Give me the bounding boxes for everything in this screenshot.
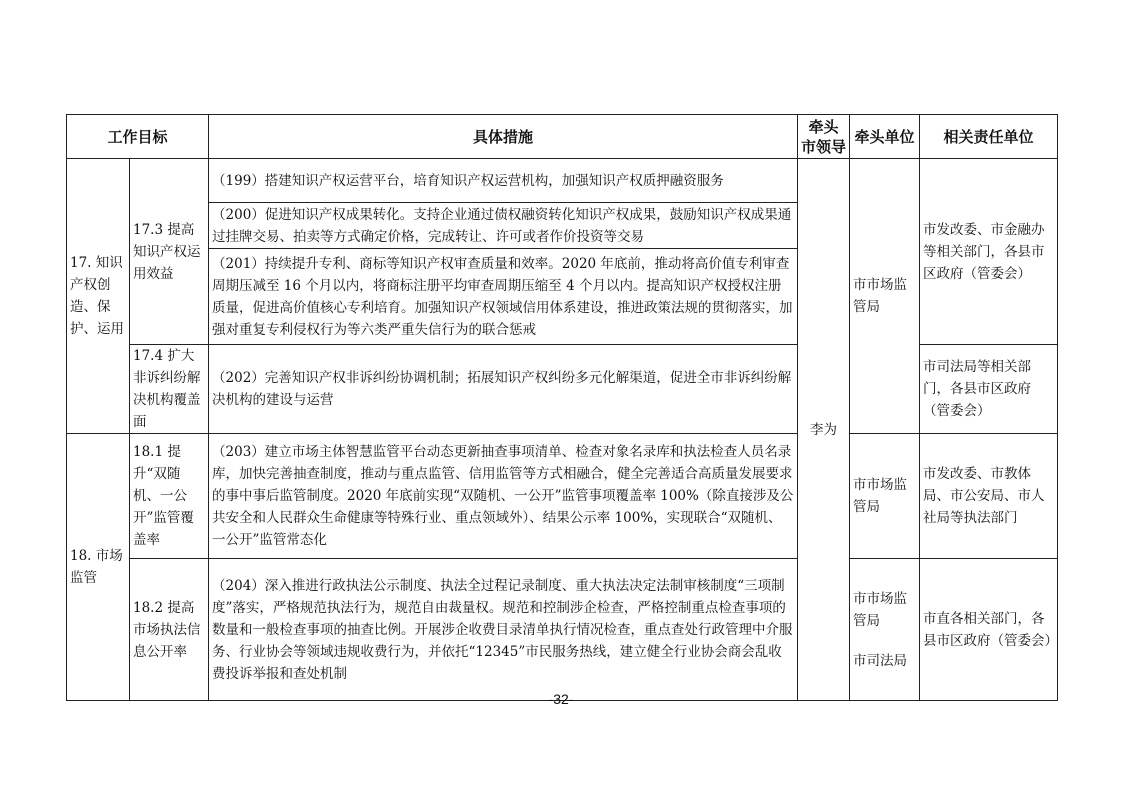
work-plan-table <box>66 114 1058 701</box>
table-row <box>67 434 1058 559</box>
table-row <box>67 159 1058 203</box>
header-related-units: 相关责任单位 <box>920 115 1058 159</box>
header-row <box>67 115 1058 159</box>
goal-label: 17. 知识产权创造、保护、运用 <box>67 159 130 434</box>
subgoal-label: 17.3 提高知识产权运用效益 <box>130 159 209 345</box>
measure-text: （203）建立市场主体智慧监管平台动态更新抽查事项清单、检查对象名录库和执法检查人员名录库，加快完善抽查制度，推动与重点监管、信用监管等方式相融合，健全完善适合高质量发展要求的事中事后监管制度。2020 年底前实现“双随机、一公开”监管事项覆盖率 100%（除直接涉及公共安全和人民群众生命健康等特殊行业、重点领域外）、结果公示率 100%，实现联合“双随机、一公开”监管常态化 <box>209 434 798 559</box>
header-goal: 工作目标 <box>67 115 209 159</box>
header-leader: 牵头 市领导 <box>798 115 850 159</box>
subgoal-label: 18.1 提升“双随机、一公开”监管覆盖率 <box>130 434 209 559</box>
lead-unit: 市市场监管局 <box>850 159 920 434</box>
measure-text: （202）完善知识产权非诉纠纷协调机制；拓展知识产权纠纷多元化解渠道，促进全市非诉纠纷解决机构的建设与运营 <box>209 345 798 434</box>
measure-text: （199）搭建知识产权运营平台，培育知识产权运营机构，加强知识产权质押融资服务 <box>209 159 798 203</box>
table-row <box>67 559 1058 701</box>
header-lead-unit: 牵头单位 <box>850 115 920 159</box>
related-units: 市发改委、市教体局、市公安局、市人社局等执法部门 <box>920 434 1058 559</box>
related-units: 市发改委、市金融办等相关部门，各县市区政府（管委会） <box>920 159 1058 345</box>
goal-label: 18. 市场监管 <box>67 434 130 701</box>
related-units: 市司法局等相关部门，各县市区政府（管委会） <box>920 345 1058 434</box>
measure-text: （201）持续提升专利、商标等知识产权审查质量和效率。2020 年底前，推动将高价值专利审查周期压减至 16 个月以内，将商标注册平均审查周期压缩至 4 个月以内。提高知识产权授权注册质量，促进高价值核心专利培育。加强知识产权领域信用体系建设，推进政策法规的贯彻落实，加强对重复专利侵权行为等六类严重失信行为的联合惩戒 <box>209 249 798 345</box>
page-number: -32- <box>548 691 574 707</box>
subgoal-label: 17.4 扩大非诉纠纷解决机构覆盖面 <box>130 345 209 434</box>
subgoal-label: 18.2 提高市场执法信息公开率 <box>130 559 209 701</box>
leader-name: 李为 <box>798 159 850 701</box>
lead-unit: 市司法局 <box>853 652 908 669</box>
related-units: 市直各相关部门，各县市区政府（管委会） <box>920 559 1058 701</box>
measure-text: （204）深入推进行政执法公示制度、执法全过程记录制度、重大执法决定法制审核制度“三项制度”落实，严格规范执法行为，规范自由裁量权。规范和控制涉企检查，严格控制重点检查事项的数量和一般检查事项的抽查比例。开展涉企收费目录清单执行情况检查，重点查处行政管理中介服务、行业协会等领域违规收费行为，并依托“12345”市民服务热线，建立健全行业协会商会乱收费投诉举报和查处机制 <box>209 559 798 701</box>
lead-unit: 市市场监管局 <box>850 434 920 559</box>
header-measures: 具体措施 <box>209 115 798 159</box>
measure-text: （200）促进知识产权成果转化。支持企业通过债权融资转化知识产权成果，鼓励知识产权成果通过挂牌交易、拍卖等方式确定价格，完成转让、许可或者作价投资等交易 <box>209 203 798 249</box>
lead-unit-cell <box>850 559 920 701</box>
lead-unit: 市市场监管局 <box>853 590 908 629</box>
